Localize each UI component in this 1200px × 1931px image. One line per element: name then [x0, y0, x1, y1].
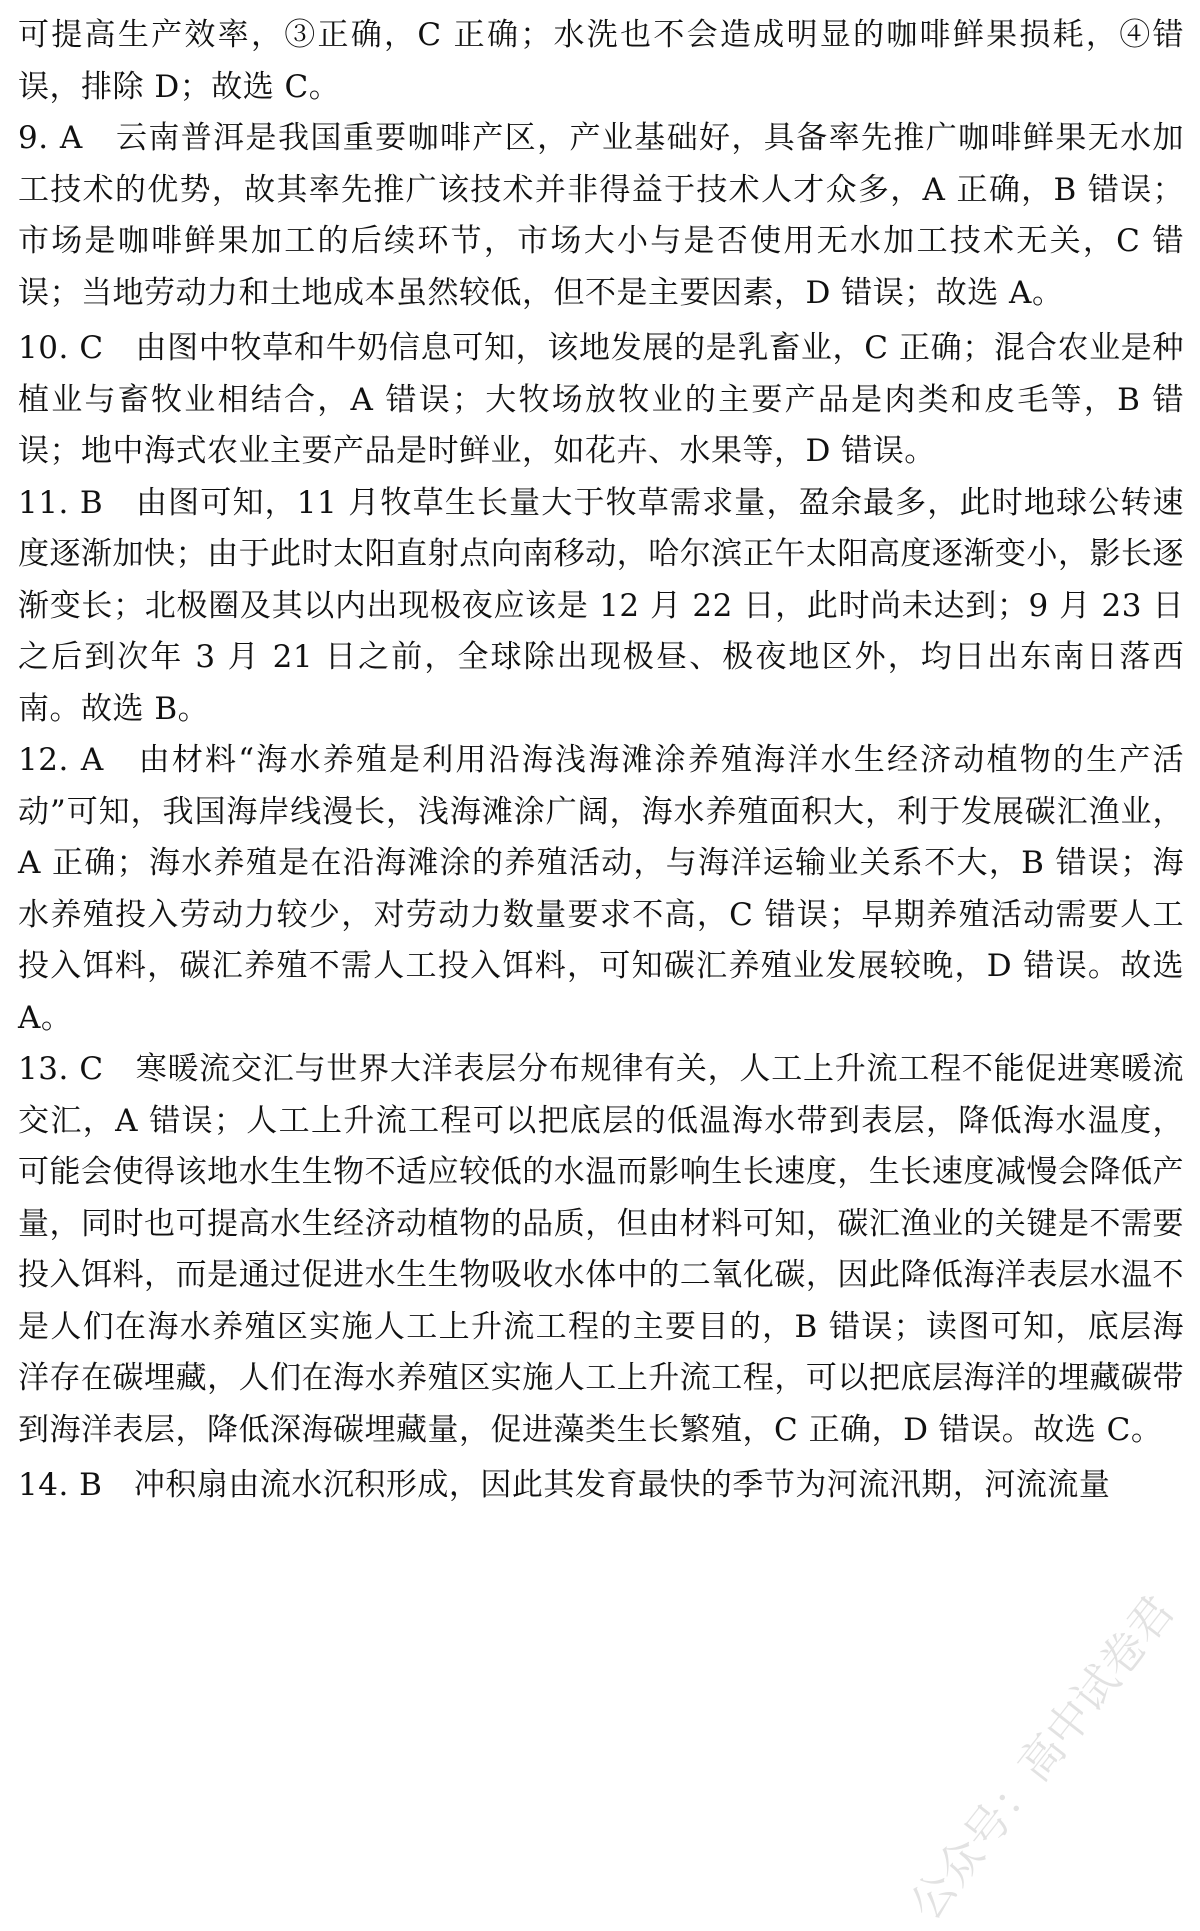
paragraph-q14: 14. B 冲积扇由流水沉积形成，因此其发育最快的季节为河流汛期，河流流量	[18, 1467, 1111, 1503]
paragraph-q10: 10. C 由图中牧草和牛奶信息可知，该地发展的是乳畜业，C 正确；混合农业是种植业与畜牧业相结合，A 错误；大牧场放牧业的主要产品是肉类和皮毛等，B 错误；地中海式农业主要产品是时鲜业，如花卉、水果等，D 错误。	[18, 330, 1184, 469]
paragraph-q13: 13. C 寒暖流交汇与世界大洋表层分布规律有关，人工上升流工程不能促进寒暖流交汇，A 错误；人工上升流工程可以把底层的低温海水带到表层，降低海水温度，可能会使得该地水生生物不适应较低的水温而影响生长速度，生长速度减慢会降低产量，同时也可提高水生经济动植物的品质，但由材料可知，碳汇渔业的关键是不需要投入饵料，而是通过促进水生生物吸收水体中的二氧化碳，因此降低海洋表层水温不是人们在海水养殖区实施人工上升流工程的主要目的，B 错误；读图可知，底层海洋存在碳埋藏，人们在海水养殖区实施人工上升流工程，可以把底层海洋的埋藏碳带到海洋表层，降低深海碳埋藏量，促进藻类生长繁殖，C 正确，D 错误。故选 C。	[18, 1051, 1184, 1448]
paragraph-q9: 9. A 云南普洱是我国重要咖啡产区，产业基础好，具备率先推广咖啡鲜果无水加工技术的优势，故其率先推广该技术并非得益于技术人才众多，A 正确，B 错误；市场是咖啡鲜果加工的后续环节，市场大小与是否使用无水加工技术无关，C 错误；当地劳动力和土地成本虽然较低，但不是主要因素，D 错误；故选 A。	[18, 120, 1184, 311]
watermark-text: 公众号：高中试卷君	[900, 1586, 1185, 1930]
paragraph-q11: 11. B 由图可知，11 月牧草生长量大于牧草需求量，盈余最多，此时地球公转速度逐渐加快；由于此时太阳直射点向南移动，哈尔滨正午太阳高度逐渐变小，影长逐渐变长；北极圈及其以内出现极夜应该是 12 月 22 日，此时尚未达到；9 月 23 日之后到次年 3 月 21 日之前，全球除出现极昼、极夜地区外，均日出东南日落西南。故选 B。	[18, 484, 1184, 727]
answer-explanation-page	[18, 10, 1184, 1512]
paragraph-q8-end: 可提高生产效率，③正确，C 正确；水洗也不会造成明显的咖啡鲜果损耗，④错误，排除 D；故选 C。	[18, 17, 1184, 105]
paragraph-q12: 12. A 由材料“海水养殖是利用沿海浅海滩涂养殖海洋水生经济动植物的生产活动”可知，我国海岸线漫长，浅海滩涂广阔，海水养殖面积大，利于发展碳汇渔业，A 正确；海水养殖是在沿海滩涂的养殖活动，与海洋运输业关系不大，B 错误；海水养殖投入劳动力较少，对劳动力数量要求不高，C 错误；早期养殖活动需要人工投入饵料，碳汇养殖不需人工投入饵料，可知碳汇养殖业发展较晚，D 错误。故选 A。	[18, 742, 1184, 1036]
